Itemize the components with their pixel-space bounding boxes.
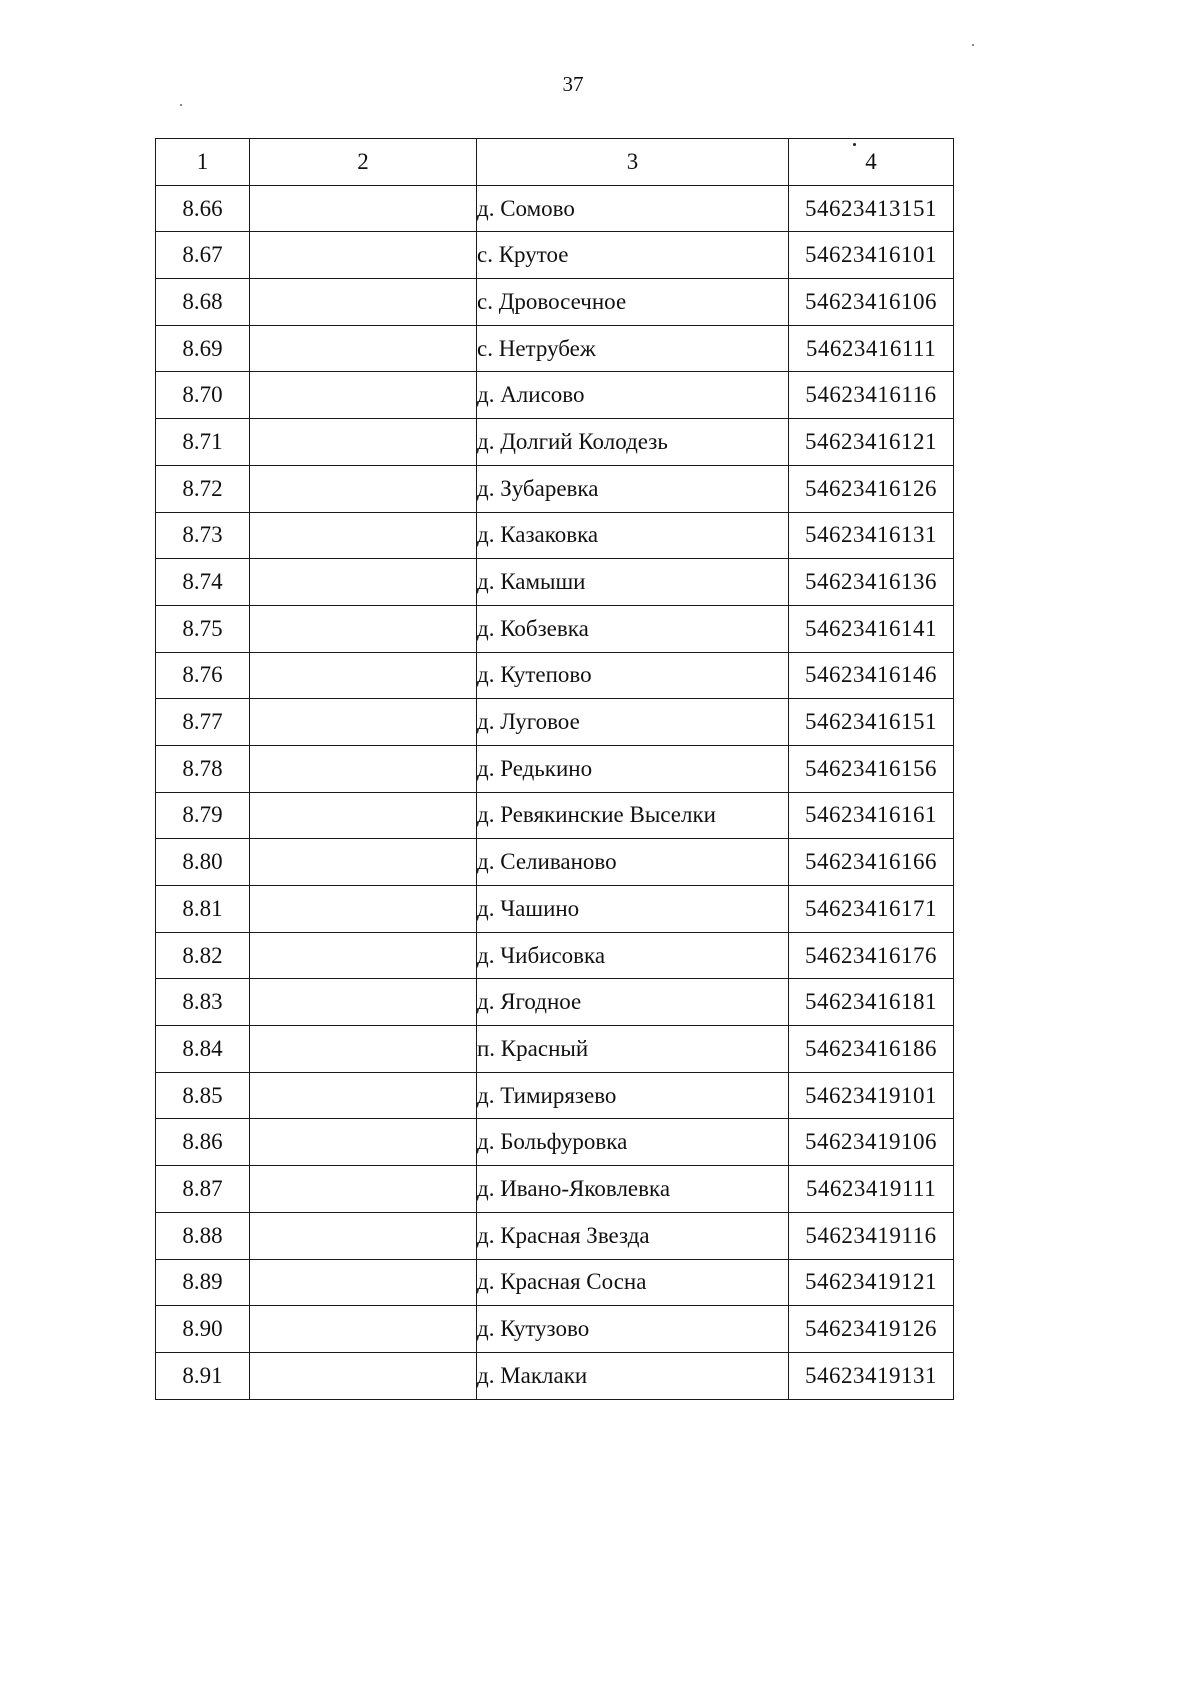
settlement-name-cell: д. Ивано-Яковлевка — [477, 1166, 789, 1213]
oktmo-code-cell: 54623416151 — [789, 699, 954, 746]
table-row — [156, 325, 954, 372]
settlement-name-cell: д. Кутепово — [477, 652, 789, 699]
row-number-cell: 8.83 — [156, 979, 250, 1026]
table-row — [156, 979, 954, 1026]
row-empty-cell — [250, 325, 477, 372]
settlement-name-cell: д. Красная Звезда — [477, 1212, 789, 1259]
row-empty-cell — [250, 1212, 477, 1259]
oktmo-code-cell: 54623416156 — [789, 745, 954, 792]
table-row — [156, 512, 954, 559]
row-number-cell: 8.86 — [156, 1119, 250, 1166]
row-number-cell: 8.89 — [156, 1259, 250, 1306]
oktmo-code-cell: 54623416121 — [789, 419, 954, 466]
settlement-name-cell: д. Ягодное — [477, 979, 789, 1026]
oktmo-code-cell: 54623416166 — [789, 839, 954, 886]
table-row — [156, 185, 954, 232]
row-number-cell: 8.76 — [156, 652, 250, 699]
settlement-name-cell: д. Камыши — [477, 559, 789, 606]
row-empty-cell — [250, 792, 477, 839]
row-number-cell: 8.70 — [156, 372, 250, 419]
table-row — [156, 279, 954, 326]
table-row — [156, 1306, 954, 1353]
row-number-cell: 8.73 — [156, 512, 250, 559]
row-number-cell: 8.69 — [156, 325, 250, 372]
table-row — [156, 1259, 954, 1306]
settlement-name-cell: д. Долгий Колодезь — [477, 419, 789, 466]
settlement-name-cell: д. Луговое — [477, 699, 789, 746]
oktmo-code-cell: 54623413151 — [789, 185, 954, 232]
row-number-cell: 8.88 — [156, 1212, 250, 1259]
oktmo-code-cell: 54623416111 — [789, 325, 954, 372]
oktmo-code-cell: 54623416146 — [789, 652, 954, 699]
row-number-cell: 8.79 — [156, 792, 250, 839]
row-number-cell: 8.84 — [156, 1026, 250, 1073]
table-row — [156, 792, 954, 839]
row-number-cell: 8.77 — [156, 699, 250, 746]
row-number-cell: 8.66 — [156, 185, 250, 232]
table-row — [156, 232, 954, 279]
row-number-cell: 8.82 — [156, 932, 250, 979]
table-row — [156, 699, 954, 746]
row-empty-cell — [250, 372, 477, 419]
settlement-name-cell: д. Тимирязево — [477, 1072, 789, 1119]
table-row — [156, 652, 954, 699]
oktmo-code-cell: 54623416106 — [789, 279, 954, 326]
row-number-cell: 8.90 — [156, 1306, 250, 1353]
header-row — [156, 139, 954, 186]
row-number-cell: 8.68 — [156, 279, 250, 326]
settlement-name-cell: д. Красная Сосна — [477, 1259, 789, 1306]
row-empty-cell — [250, 559, 477, 606]
settlement-name-cell: д. Кобзевка — [477, 605, 789, 652]
settlement-name-cell: д. Ревякинские Выселки — [477, 792, 789, 839]
scan-speck — [180, 104, 182, 106]
settlement-name-cell: д. Чибисовка — [477, 932, 789, 979]
settlement-name-cell: д. Маклаки — [477, 1352, 789, 1399]
oktmo-code-cell: 54623416126 — [789, 465, 954, 512]
settlement-name-cell: с. Дровосечное — [477, 279, 789, 326]
settlement-name-cell: д. Селиваново — [477, 839, 789, 886]
scan-speck — [972, 44, 974, 46]
row-empty-cell — [250, 465, 477, 512]
header-cell-1: 1 — [156, 139, 250, 186]
row-empty-cell — [250, 232, 477, 279]
oktmo-code-cell: 54623419106 — [789, 1119, 954, 1166]
table-row — [156, 465, 954, 512]
row-empty-cell — [250, 979, 477, 1026]
row-empty-cell — [250, 886, 477, 933]
row-empty-cell — [250, 839, 477, 886]
settlement-name-cell: д. Алисово — [477, 372, 789, 419]
row-number-cell: 8.67 — [156, 232, 250, 279]
row-empty-cell — [250, 1259, 477, 1306]
settlement-name-cell: п. Красный — [477, 1026, 789, 1073]
row-number-cell: 8.71 — [156, 419, 250, 466]
oktmo-code-cell: 54623419126 — [789, 1306, 954, 1353]
oktmo-code-cell: 54623419131 — [789, 1352, 954, 1399]
row-empty-cell — [250, 1166, 477, 1213]
row-empty-cell — [250, 1026, 477, 1073]
row-number-cell: 8.78 — [156, 745, 250, 792]
row-number-cell: 8.85 — [156, 1072, 250, 1119]
table-row — [156, 1072, 954, 1119]
row-empty-cell — [250, 699, 477, 746]
row-number-cell: 8.72 — [156, 465, 250, 512]
settlement-name-cell: д. Больфуровка — [477, 1119, 789, 1166]
row-empty-cell — [250, 605, 477, 652]
oktmo-code-cell: 54623416176 — [789, 932, 954, 979]
row-number-cell: 8.80 — [156, 839, 250, 886]
oktmo-code-cell: 54623419101 — [789, 1072, 954, 1119]
table-body — [156, 139, 954, 1400]
row-empty-cell — [250, 1352, 477, 1399]
row-number-cell: 8.75 — [156, 605, 250, 652]
scan-speck — [853, 143, 856, 146]
row-empty-cell — [250, 512, 477, 559]
row-empty-cell — [250, 419, 477, 466]
oktmo-code-cell: 54623416116 — [789, 372, 954, 419]
settlements-table — [155, 138, 954, 1400]
settlement-name-cell: с. Крутое — [477, 232, 789, 279]
page-number: 37 — [562, 72, 584, 96]
oktmo-code-cell: 54623419116 — [789, 1212, 954, 1259]
row-empty-cell — [250, 1306, 477, 1353]
table-row — [156, 1119, 954, 1166]
table-row — [156, 745, 954, 792]
row-empty-cell — [250, 279, 477, 326]
settlement-name-cell: д. Сомово — [477, 185, 789, 232]
header-cell-3: 3 — [477, 139, 789, 186]
row-empty-cell — [250, 745, 477, 792]
table-row — [156, 559, 954, 606]
header-cell-2: 2 — [250, 139, 477, 186]
header-cell-4: 4 — [789, 139, 954, 186]
row-empty-cell — [250, 1072, 477, 1119]
oktmo-code-cell: 54623416101 — [789, 232, 954, 279]
oktmo-code-cell: 54623416136 — [789, 559, 954, 606]
table-row — [156, 1026, 954, 1073]
oktmo-code-cell: 54623419121 — [789, 1259, 954, 1306]
oktmo-code-cell: 54623419111 — [789, 1166, 954, 1213]
oktmo-code-cell: 54623416161 — [789, 792, 954, 839]
settlement-name-cell: с. Нетрубеж — [477, 325, 789, 372]
settlement-name-cell: д. Казаковка — [477, 512, 789, 559]
table-row — [156, 1212, 954, 1259]
oktmo-code-cell: 54623416131 — [789, 512, 954, 559]
oktmo-code-cell: 54623416181 — [789, 979, 954, 1026]
table-row — [156, 1166, 954, 1213]
row-empty-cell — [250, 1119, 477, 1166]
row-number-cell: 8.74 — [156, 559, 250, 606]
row-empty-cell — [250, 652, 477, 699]
row-number-cell: 8.87 — [156, 1166, 250, 1213]
settlement-name-cell: д. Зубаревка — [477, 465, 789, 512]
settlement-name-cell: д. Кутузово — [477, 1306, 789, 1353]
row-number-cell: 8.91 — [156, 1352, 250, 1399]
table-row — [156, 886, 954, 933]
oktmo-code-cell: 54623416141 — [789, 605, 954, 652]
oktmo-code-cell: 54623416186 — [789, 1026, 954, 1073]
table-row — [156, 419, 954, 466]
settlement-name-cell: д. Чашино — [477, 886, 789, 933]
table-row — [156, 605, 954, 652]
settlement-name-cell: д. Редькино — [477, 745, 789, 792]
row-empty-cell — [250, 932, 477, 979]
table-row — [156, 372, 954, 419]
table-row — [156, 932, 954, 979]
row-empty-cell — [250, 185, 477, 232]
oktmo-code-cell: 54623416171 — [789, 886, 954, 933]
row-number-cell: 8.81 — [156, 886, 250, 933]
table-row — [156, 1352, 954, 1399]
table-row — [156, 839, 954, 886]
